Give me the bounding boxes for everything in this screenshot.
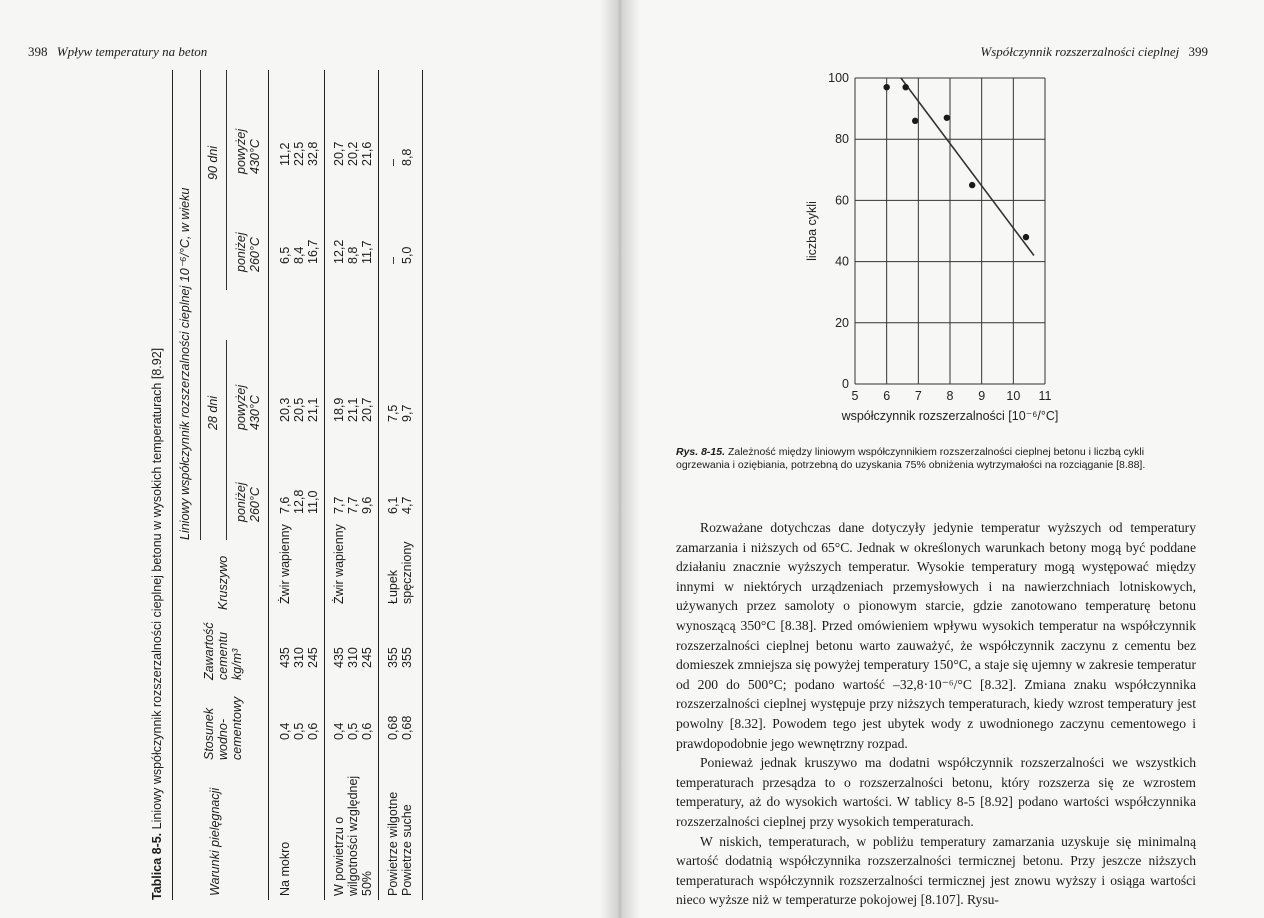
chart-y-tick-label: 100 xyxy=(828,71,849,85)
table-cell-cement: 310 xyxy=(292,647,306,668)
table-cell-d28-above: 21,1 xyxy=(346,397,360,422)
table-cell-d90-below: 8,4 xyxy=(292,246,306,264)
table-cell-d28-below: 7,7 xyxy=(346,496,360,514)
table-cell-wc: 0,4 xyxy=(278,722,292,740)
table-cell-d28-above: 20,7 xyxy=(360,397,374,422)
table-cell-cement: 435 xyxy=(278,647,292,668)
chart-y-tick-label: 20 xyxy=(835,315,849,330)
table-cell-wc: 0,4 xyxy=(332,722,346,740)
table-cell-d28-below: 7,7 xyxy=(332,496,346,514)
table-cell-aggregate: Łupek spęczniony xyxy=(386,541,414,604)
header-curing: Warunki pielęgnacji xyxy=(208,787,222,896)
table-cell-d90-above: 11,2 xyxy=(278,142,292,166)
table-cell-d28-below: 9,6 xyxy=(360,496,374,514)
left-running-title: Wpływ temperatury na beton xyxy=(56,44,208,59)
table-group-rule xyxy=(378,70,379,900)
chart-trend-line xyxy=(901,78,1034,255)
book-gutter xyxy=(600,0,640,918)
header-28-above: powyżej 430°C xyxy=(234,384,262,430)
table-cell-d90-below: 12,2 xyxy=(332,239,346,264)
table-cell-d90-below: 8,8 xyxy=(346,246,360,264)
paragraph: Ponieważ jednak kruszywo ma dodatni współczynnik rozszerzalności we wszystkich temperaturach przesądza to o rozszerzalności betonu, który rozszerza się ze wzrostem temperatury, aż do wysokich wartości. W tablicy 8-5 [8.92] podano wartości współczynnika rozszerzalności cieplnej przy wysokich temperaturach. xyxy=(676,755,1196,829)
header-group-rule xyxy=(200,70,201,540)
figure-caption xyxy=(676,446,1196,472)
chart-x-tick-label: 7 xyxy=(914,389,922,403)
chart-y-tick-label: 0 xyxy=(842,377,849,391)
table-cell-curing: W powietrzu o wilgotności względnej 50% xyxy=(332,775,374,896)
chart-x-axis-label: współczynnik rozszerzalności [10⁻⁶/°C] xyxy=(841,409,1059,423)
table-cell-d90-below: 11,7 xyxy=(360,240,374,264)
table-caption-label: Tablica 8-5. xyxy=(150,832,164,900)
chart-data-point xyxy=(902,84,908,90)
chart-x-tick-label: 11 xyxy=(1038,389,1052,403)
table-cell-aggregate: Żwir wapienny xyxy=(332,524,346,604)
chart-y-tick-label: 80 xyxy=(835,132,849,147)
chart-y-axis-label: liczba cykli xyxy=(805,201,819,261)
table-caption xyxy=(150,70,164,900)
table-cell-d28-above: 9,7 xyxy=(400,404,414,422)
chart-data-point xyxy=(912,118,918,124)
paragraph: Rozważane dotychczas dane dotyczyły jedynie temperatur wyższych od temperatury zamarzania i niższych od 65°C. Jednak w określonych warunkach betony mogą być poddane działaniu znacznie wyższych temperatur. Wysokie temperatury mogą występować między innymi w niektórych urządzeniach przemysłowych i na nawierzchniach lotniskowych, używanych przez samoloty o pionowym starcie, gdzie zanotowano temperaturę betonu wynoszącą 350°C [8.38]. Przed omówieniem wpływu wysokich temperatur na współczynnik rozszerzalności cieplnej betonu warto zauważyć, że współczynnik zaczynu z cementu bez domieszek zmniejsza się powyżej temperatury 150°C, a staje się ujemny w zakresie temperatur od 200 do 500°C; podano wartość –32,8·10⁻⁶/°C [8.32]. Zmiana znaku współczynnika rozszerzalności cieplnej występuje przy niższych temperaturach, kiedy wzrost temperatury jest powolny [8.32]. Powodem tego jest ubytek wody z uwodnionego zaczynu cementowego i prawdopodobnie jego wewnętrzny rozpad. xyxy=(676,520,1196,751)
table-cell-d28-below: 7,6 xyxy=(278,496,292,514)
table-bottom-rule xyxy=(422,70,423,900)
table-cell-cement: 355 xyxy=(400,647,414,668)
table-cell-d90-above: 22,5 xyxy=(292,141,306,166)
table-cell-d90-below: 16,7 xyxy=(306,239,320,264)
table-cell-d28-above: 20,3 xyxy=(278,397,292,422)
right-running-title: Współczynnik rozszerzalności cieplnej xyxy=(980,44,1180,59)
table-cell-wc: 0,68 xyxy=(400,715,414,740)
table-cell-wc: 0,6 xyxy=(306,722,320,740)
left-page-number: 398 xyxy=(28,44,48,59)
figure-chart xyxy=(800,66,1080,430)
header-90-above: powyżej 430°C xyxy=(234,128,262,174)
table-cell-d90-below: 6,5 xyxy=(278,246,292,264)
table-cell-cement: 435 xyxy=(332,647,346,668)
table-cell-curing: Na mokro xyxy=(278,841,292,896)
header-90-below: poniżej 260°C xyxy=(234,232,262,272)
chart-x-tick-label: 8 xyxy=(946,389,954,403)
chart-svg xyxy=(800,66,1080,430)
header-28-rule xyxy=(226,340,227,540)
header-28-below: poniżej 260°C xyxy=(234,482,262,522)
right-page-number: 399 xyxy=(1188,44,1208,59)
chart-data-point xyxy=(1023,234,1029,240)
table-cell-cement: 310 xyxy=(346,647,360,668)
right-running-head xyxy=(980,44,1208,60)
paragraph: W niskich, temperaturach, w pobliżu temperatury zamarzania uzyskuje się minimalną wartość dodatnią współczynnika rozszerzalności termicznej betonu. Przy jeszcze niższych temperaturach współczynnik rozszerzalności termicznej jest znowu wyższy i osiąga wartości nieco wyższe niż w temperaturze pokojowej [8.107]. Rysu- xyxy=(676,833,1196,908)
table-cell-d90-above: 20,7 xyxy=(332,141,346,166)
left-running-head xyxy=(28,44,207,60)
table-cell-wc: 0,5 xyxy=(346,722,360,740)
header-aggregate: Kruszywo xyxy=(216,555,230,610)
table-cell-d90-below: 5,0 xyxy=(400,246,414,264)
chart-x-tick-label: 6 xyxy=(883,389,891,403)
table-cell-cement: 245 xyxy=(306,647,320,668)
table-cell-d28-above: 20,5 xyxy=(292,397,306,422)
header-cement: Zawartość cementu kg/m³ xyxy=(202,622,244,680)
chart-data-point xyxy=(944,115,950,121)
chart-x-tick-label: 5 xyxy=(851,389,859,403)
table-cell-d90-above: 32,8 xyxy=(306,141,320,166)
table-cell-cement: 355 xyxy=(386,647,400,668)
table-cell-d28-above: 21,1 xyxy=(306,397,320,422)
table-cell-aggregate: Żwir wapienny xyxy=(278,524,292,604)
table-cell-wc: 0,6 xyxy=(360,722,374,740)
header-28-days: 28 dni xyxy=(206,395,220,430)
table-group-rule xyxy=(324,70,325,900)
figure-label: Rys. 8-15. xyxy=(676,446,726,458)
chart-y-tick-label: 40 xyxy=(835,254,849,269)
table-cell-curing: Powietrze wilgotne Powietrze suche xyxy=(386,791,414,896)
table-cell-wc: 0,5 xyxy=(292,722,306,740)
table-cell-d90-below: – xyxy=(386,257,400,264)
table-caption-text: Liniowy współczynnik rozszerzalności cieplnej betonu w wysokich temperaturach [8.92] xyxy=(150,347,164,830)
chart-x-tick-label: 9 xyxy=(978,389,986,403)
table-cell-d28-below: 11,0 xyxy=(306,490,320,514)
chart-y-tick-label: 60 xyxy=(835,193,849,208)
body-text xyxy=(676,518,1196,910)
rotated-table xyxy=(150,70,430,900)
header-90-days: 90 dni xyxy=(206,145,220,180)
chart-data-point xyxy=(969,182,975,188)
table-cell-d28-above: 7,5 xyxy=(386,404,400,422)
table-top-rule xyxy=(172,70,173,900)
table-cell-wc: 0,68 xyxy=(386,715,400,740)
table-cell-cement: 245 xyxy=(360,647,374,668)
table-cell-d28-above: 18,9 xyxy=(332,397,346,422)
figure-caption-text: Zależność między liniowym współczynnikiem rozszerzalności cieplnej betonu i liczbą cykli ogrzewania i oziębiania, potrzebną do uzyskania 75% obniżenia wytrzymałości na rozciąganie [8.88]. xyxy=(676,446,1146,471)
table-cell-d28-below: 4,7 xyxy=(400,496,414,514)
table-cell-d90-above: 8,8 xyxy=(400,148,414,166)
table-cell-d28-below: 6,1 xyxy=(386,496,400,514)
header-90-rule xyxy=(226,70,227,290)
table-cell-d90-above: 21,6 xyxy=(360,141,374,166)
chart-x-tick-label: 10 xyxy=(1006,389,1021,403)
header-coefficient-group: Liniowy współczynnik rozszerzalności cieplnej 10⁻⁶/°C, w wieku xyxy=(178,187,192,540)
chart-data-point xyxy=(883,84,889,90)
table-cell-d90-above: – xyxy=(386,159,400,166)
header-wc: Stosunek wodno-cementowy xyxy=(202,696,244,760)
table-cell-d28-below: 12,8 xyxy=(292,489,306,514)
table-cell-d90-above: 20,2 xyxy=(346,141,360,166)
table-header-rule xyxy=(268,70,269,900)
